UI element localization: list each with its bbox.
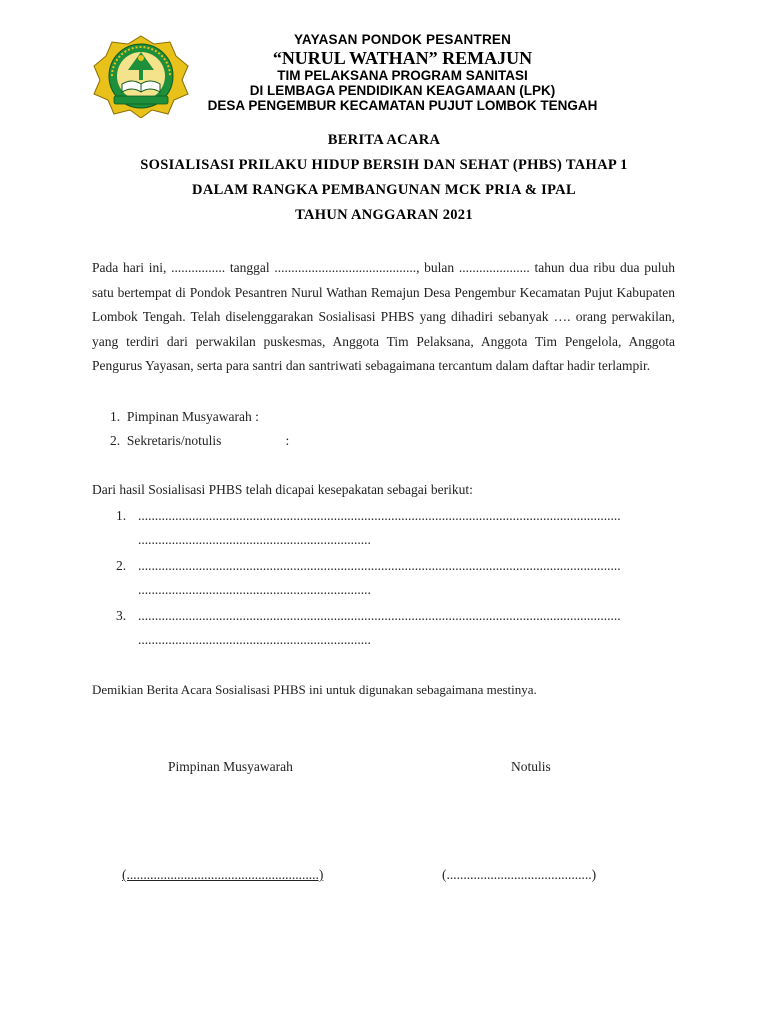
list-item xyxy=(116,558,676,608)
pesantren-emblem-icon xyxy=(92,34,190,118)
closing-statement: Demikian Berita Acara Sosialisasi PHBS ini untuk digunakan sebagaimana mestinya. xyxy=(92,682,537,697)
agreement-intro: Dari hasil Sosialisasi PHBS telah dicapai kesepakatan sebagai berikut: xyxy=(92,482,473,497)
pesantren-name: “NURUL WATHAN” REMAJUN xyxy=(272,48,533,68)
signature-label-notulis: Notulis xyxy=(511,759,551,774)
institution-name: DI LEMBAGA PENDIDIKAN KEAGAMAAN (LPK) xyxy=(249,83,556,98)
fill-line: ..................................................................... xyxy=(138,632,371,647)
item-number: 1. xyxy=(116,508,127,523)
fill-line: ............................................................................................................................................... xyxy=(138,508,621,523)
fill-line: ............................................................................................................................................... xyxy=(138,608,621,623)
address-line: DESA PENGEMBUR KECAMATAN PUJUT LOMBOK TENGAH xyxy=(207,98,598,113)
list-item-secretary: 2. Sekretaris/notulis : xyxy=(110,433,290,448)
document-subtitle-1: SOSIALISASI PRILAKU HIDUP BERSIH DAN SEHAT (PHBS) TAHAP 1 xyxy=(140,157,628,173)
agreement-list xyxy=(116,508,676,658)
item-number: 2. xyxy=(116,558,127,573)
fill-line: ..................................................................... xyxy=(138,582,371,597)
foundation-name: YAYASAN PONDOK PESANTREN xyxy=(293,32,512,47)
item-number: 3. xyxy=(116,608,127,623)
fill-line: ..................................................................... xyxy=(138,532,371,547)
signature-label-chair: Pimpinan Musyawarah xyxy=(168,759,293,774)
letterhead xyxy=(180,32,625,113)
opening-paragraph: Pada hari ini, ................ tanggal .........................................., bulan ..................... tahun dua ribu dua puluh satu bertempat di Pondok Pesantren Nurul Wathan Remajun Desa Pengembur Kecamatan Pujut Kabupaten Lombok Tengah. Telah diselenggarakan Sosialisasi PHBS yang dihadiri sebanyak …. orang perwakilan, yang terdiri dari perwakilan puskesmas, Anggota Tim Pelaksana, Anggota Tim Pengelola, Anggota Pengurus Yayasan, serta para santri dan santriwati sebagaimana tercantum dalam daftar hadir terlampir. xyxy=(92,260,675,374)
list-item-chair: 1. Pimpinan Musyawarah : xyxy=(110,409,259,424)
fill-line: ............................................................................................................................................... xyxy=(138,558,621,573)
signature-line-chair: (.........................................................) xyxy=(122,867,324,882)
document-subtitle-2: DALAM RANGKA PEMBANGUNAN MCK PRIA & IPAL xyxy=(192,182,576,198)
document-title: BERITA ACARA xyxy=(327,132,441,148)
list-item xyxy=(116,508,676,558)
roles-list xyxy=(110,405,289,453)
signature-line-notulis: (...........................................) xyxy=(442,867,597,882)
document-subtitle-3: TAHUN ANGGARAN 2021 xyxy=(295,207,473,223)
list-item xyxy=(116,608,676,658)
team-name: TIM PELAKSANA PROGRAM SANITASI xyxy=(277,68,528,83)
